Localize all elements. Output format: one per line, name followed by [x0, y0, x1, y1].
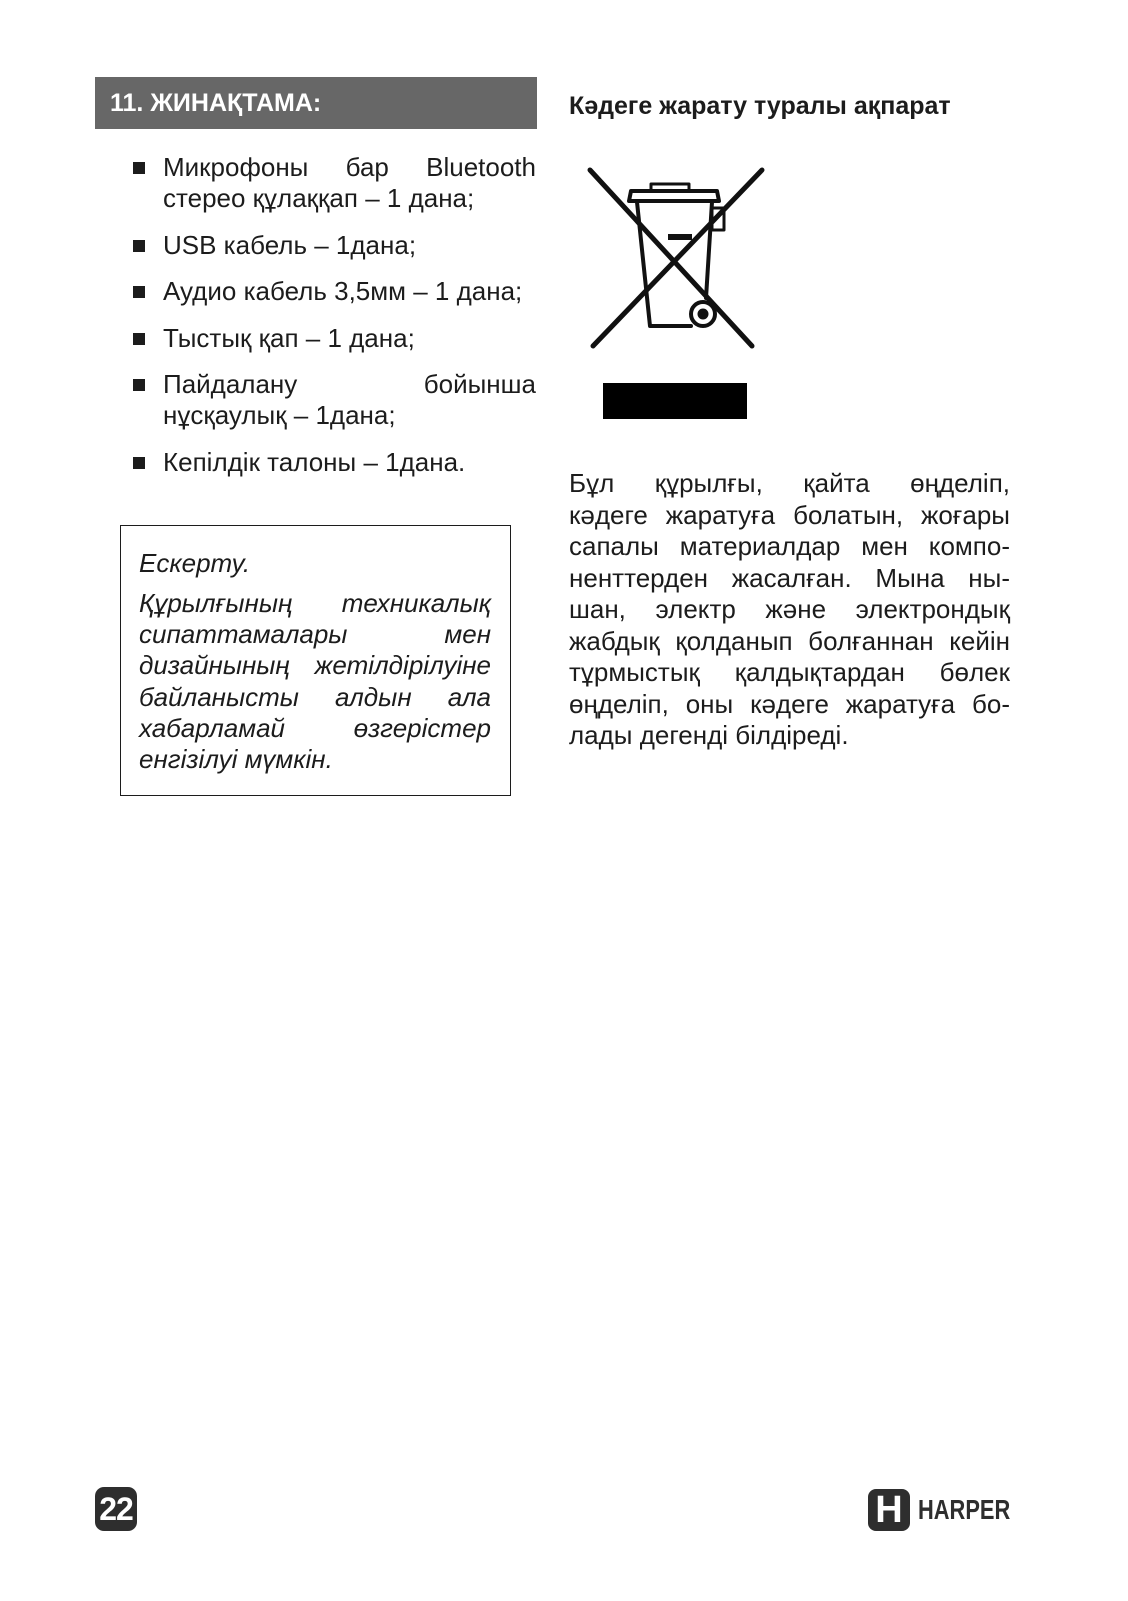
section-title: 11. ЖИНАҚТАМА: [110, 89, 322, 117]
note-line: хабарламай өзгерістер [139, 712, 491, 743]
brand-logo-mark [868, 1489, 910, 1531]
list-item [127, 447, 536, 478]
list-item [127, 230, 536, 261]
section-header-bar [95, 77, 537, 129]
note-title: Ескерту. [139, 548, 251, 578]
list-item [127, 276, 536, 307]
page-number: 22 [99, 1491, 133, 1527]
square-bullet-icon [133, 379, 145, 391]
brand-name: HARPER [918, 1494, 1011, 1525]
paragraph-line: Бұл құрылғы, қайта өңделіп, [569, 468, 1010, 498]
page-number-badge [95, 1487, 137, 1531]
list-item-line: Тыстық қап – 1 дана; [163, 322, 415, 353]
note-line: енгізілуі мүмкін. [139, 743, 333, 774]
package-contents-list [127, 152, 536, 493]
paragraph-line: кәдеге жаратуға болатын, жоғары [569, 499, 1010, 530]
list-item-line: Пайдалану бойынша [163, 369, 536, 399]
list-item-line: USB кабель – 1дана; [163, 229, 417, 260]
square-bullet-icon [133, 333, 145, 345]
square-bullet-icon [133, 286, 145, 298]
list-item [127, 152, 536, 214]
paragraph-line: тұрмыстық қалдықтардан бөлек [569, 657, 1010, 687]
note-line: дизайнының жетілдірілуіне [139, 650, 491, 681]
list-item-line: стерео құлаққап – 1 дана; [163, 183, 475, 213]
paragraph-line: ненттерден жасалған. Мына ны- [569, 562, 1010, 593]
logo-h-icon: H [875, 1489, 903, 1531]
paragraph-line: сапалы материалдар мен компо- [569, 531, 1010, 561]
list-item-line: Микрофоны бар Bluetooth [163, 152, 536, 182]
paragraph-line: жабдық қолданып болғаннан кейін [569, 625, 1010, 656]
square-bullet-icon [133, 457, 145, 469]
disposal-heading: Кәдеге жарату туралы ақпарат [569, 92, 951, 120]
disposal-paragraph [569, 468, 1010, 752]
list-item [127, 369, 536, 431]
note-line: Құрылғының техникалық [139, 588, 491, 618]
note-line: байланысты алдын ала [139, 681, 491, 712]
list-item-line: Аудио кабель 3,5мм – 1 дана; [163, 276, 523, 306]
list-item-line: Кепілдік талоны – 1дана. [163, 446, 466, 477]
square-bullet-icon [133, 162, 145, 174]
list-item [127, 323, 536, 354]
paragraph-line: лады дегенді білдіреді. [569, 720, 849, 750]
paragraph-line: өңделіп, оны кәдеге жаратуға бо- [569, 688, 1010, 719]
paragraph-line: шан, электр және электрондық [569, 594, 1010, 624]
note-line: сипаттамалары мен [139, 619, 491, 650]
list-item-line: нұсқаулық – 1дана; [163, 400, 396, 430]
crossed-out-wheeled-bin-icon [585, 160, 770, 355]
note-box [120, 525, 511, 796]
solid-black-bar [603, 383, 747, 419]
square-bullet-icon [133, 240, 145, 252]
